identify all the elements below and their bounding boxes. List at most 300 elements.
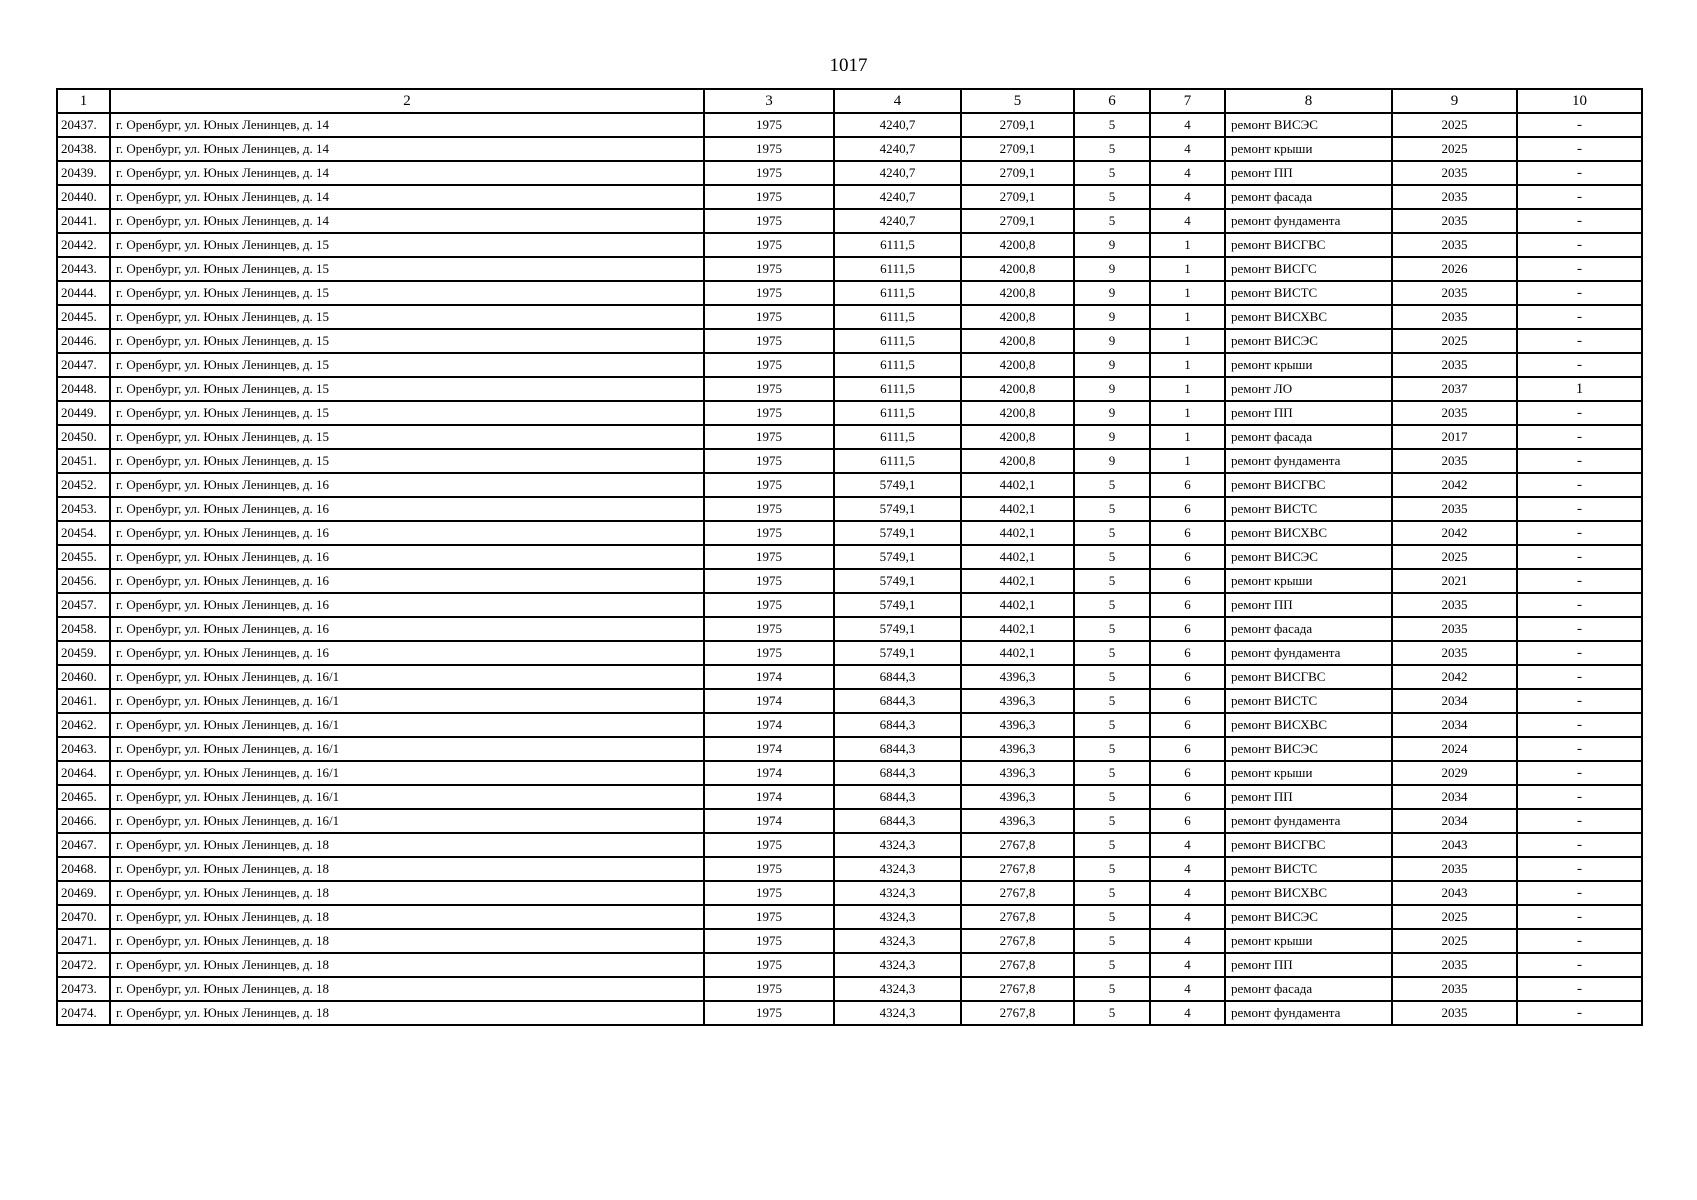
floors-cell: 5 <box>1074 857 1150 881</box>
entrances-cell: 4 <box>1150 833 1225 857</box>
living-area-cell: 2767,8 <box>961 881 1074 905</box>
floors-cell: 5 <box>1074 785 1150 809</box>
column-10-value-cell: - <box>1517 905 1642 929</box>
work-type-cell: ремонт ВИСЭС <box>1225 329 1392 353</box>
column-10-value-cell: - <box>1517 257 1642 281</box>
total-area-cell: 6111,5 <box>834 281 961 305</box>
year-built-cell: 1975 <box>704 833 834 857</box>
living-area-cell: 2709,1 <box>961 161 1074 185</box>
entrances-cell: 6 <box>1150 665 1225 689</box>
table-row <box>57 473 1642 497</box>
entrances-cell: 4 <box>1150 113 1225 137</box>
address-cell: г. Оренбург, ул. Юных Ленинцев, д. 18 <box>110 905 704 929</box>
address-cell: г. Оренбург, ул. Юных Ленинцев, д. 15 <box>110 353 704 377</box>
living-area-cell: 4200,8 <box>961 233 1074 257</box>
address-cell: г. Оренбург, ул. Юных Ленинцев, д. 14 <box>110 137 704 161</box>
living-area-cell: 4402,1 <box>961 617 1074 641</box>
table-row <box>57 401 1642 425</box>
year-built-cell: 1975 <box>704 473 834 497</box>
column-10-value-cell: - <box>1517 665 1642 689</box>
work-type-cell: ремонт ВИСГВС <box>1225 833 1392 857</box>
work-type-cell: ремонт ВИСТС <box>1225 689 1392 713</box>
living-area-cell: 4200,8 <box>961 449 1074 473</box>
total-area-cell: 6111,5 <box>834 353 961 377</box>
floors-cell: 5 <box>1074 929 1150 953</box>
row-number-cell: 20450. <box>57 425 110 449</box>
floors-cell: 9 <box>1074 329 1150 353</box>
work-type-cell: ремонт ПП <box>1225 401 1392 425</box>
row-number-cell: 20439. <box>57 161 110 185</box>
column-header-9: 9 <box>1392 89 1517 113</box>
column-10-value-cell: - <box>1517 977 1642 1001</box>
living-area-cell: 4402,1 <box>961 497 1074 521</box>
floors-cell: 5 <box>1074 473 1150 497</box>
table-row <box>57 977 1642 1001</box>
address-cell: г. Оренбург, ул. Юных Ленинцев, д. 16/1 <box>110 713 704 737</box>
table-row <box>57 785 1642 809</box>
row-number-cell: 20463. <box>57 737 110 761</box>
year-built-cell: 1975 <box>704 377 834 401</box>
column-10-value-cell: - <box>1517 233 1642 257</box>
total-area-cell: 4324,3 <box>834 977 961 1001</box>
work-type-cell: ремонт крыши <box>1225 353 1392 377</box>
work-type-cell: ремонт фасада <box>1225 617 1392 641</box>
work-type-cell: ремонт ПП <box>1225 953 1392 977</box>
total-area-cell: 6844,3 <box>834 689 961 713</box>
work-type-cell: ремонт ВИСХВС <box>1225 305 1392 329</box>
column-10-value-cell: - <box>1517 401 1642 425</box>
year-built-cell: 1975 <box>704 113 834 137</box>
row-number-cell: 20438. <box>57 137 110 161</box>
planned-year-cell: 2043 <box>1392 833 1517 857</box>
total-area-cell: 6111,5 <box>834 305 961 329</box>
work-type-cell: ремонт фундамента <box>1225 1001 1392 1025</box>
floors-cell: 5 <box>1074 761 1150 785</box>
table-row <box>57 617 1642 641</box>
address-cell: г. Оренбург, ул. Юных Ленинцев, д. 16/1 <box>110 785 704 809</box>
total-area-cell: 5749,1 <box>834 545 961 569</box>
table-row <box>57 449 1642 473</box>
table-row <box>57 545 1642 569</box>
column-10-value-cell: - <box>1517 449 1642 473</box>
total-area-cell: 6844,3 <box>834 785 961 809</box>
living-area-cell: 4402,1 <box>961 593 1074 617</box>
work-type-cell: ремонт ПП <box>1225 161 1392 185</box>
column-header-3: 3 <box>704 89 834 113</box>
address-cell: г. Оренбург, ул. Юных Ленинцев, д. 14 <box>110 161 704 185</box>
year-built-cell: 1975 <box>704 329 834 353</box>
row-number-cell: 20458. <box>57 617 110 641</box>
entrances-cell: 4 <box>1150 977 1225 1001</box>
total-area-cell: 4240,7 <box>834 161 961 185</box>
entrances-cell: 1 <box>1150 425 1225 449</box>
work-type-cell: ремонт крыши <box>1225 761 1392 785</box>
table-row <box>57 905 1642 929</box>
planned-year-cell: 2025 <box>1392 905 1517 929</box>
total-area-cell: 5749,1 <box>834 497 961 521</box>
planned-year-cell: 2017 <box>1392 425 1517 449</box>
entrances-cell: 1 <box>1150 305 1225 329</box>
column-10-value-cell: - <box>1517 761 1642 785</box>
year-built-cell: 1975 <box>704 449 834 473</box>
work-type-cell: ремонт фундамента <box>1225 809 1392 833</box>
address-cell: г. Оренбург, ул. Юных Ленинцев, д. 16/1 <box>110 809 704 833</box>
table-row <box>57 521 1642 545</box>
total-area-cell: 5749,1 <box>834 617 961 641</box>
address-cell: г. Оренбург, ул. Юных Ленинцев, д. 16 <box>110 593 704 617</box>
living-area-cell: 4402,1 <box>961 545 1074 569</box>
repair-schedule-table <box>56 88 1643 1026</box>
work-type-cell: ремонт ВИСГВС <box>1225 233 1392 257</box>
table-row <box>57 809 1642 833</box>
planned-year-cell: 2035 <box>1392 953 1517 977</box>
address-cell: г. Оренбург, ул. Юных Ленинцев, д. 16 <box>110 545 704 569</box>
column-10-value-cell: - <box>1517 473 1642 497</box>
entrances-cell: 4 <box>1150 137 1225 161</box>
column-10-value-cell: - <box>1517 689 1642 713</box>
living-area-cell: 4402,1 <box>961 641 1074 665</box>
column-10-value-cell: - <box>1517 929 1642 953</box>
total-area-cell: 4324,3 <box>834 905 961 929</box>
column-10-value-cell: - <box>1517 281 1642 305</box>
floors-cell: 9 <box>1074 377 1150 401</box>
floors-cell: 5 <box>1074 1001 1150 1025</box>
floors-cell: 5 <box>1074 953 1150 977</box>
table-row <box>57 377 1642 401</box>
total-area-cell: 4324,3 <box>834 881 961 905</box>
year-built-cell: 1975 <box>704 569 834 593</box>
year-built-cell: 1975 <box>704 593 834 617</box>
work-type-cell: ремонт крыши <box>1225 929 1392 953</box>
address-cell: г. Оренбург, ул. Юных Ленинцев, д. 15 <box>110 233 704 257</box>
address-cell: г. Оренбург, ул. Юных Ленинцев, д. 15 <box>110 401 704 425</box>
entrances-cell: 4 <box>1150 185 1225 209</box>
column-10-value-cell: - <box>1517 617 1642 641</box>
planned-year-cell: 2035 <box>1392 497 1517 521</box>
total-area-cell: 6111,5 <box>834 257 961 281</box>
year-built-cell: 1975 <box>704 233 834 257</box>
column-header-1: 1 <box>57 89 110 113</box>
address-cell: г. Оренбург, ул. Юных Ленинцев, д. 15 <box>110 425 704 449</box>
living-area-cell: 2767,8 <box>961 953 1074 977</box>
total-area-cell: 6844,3 <box>834 737 961 761</box>
address-cell: г. Оренбург, ул. Юных Ленинцев, д. 18 <box>110 857 704 881</box>
row-number-cell: 20448. <box>57 377 110 401</box>
floors-cell: 5 <box>1074 737 1150 761</box>
work-type-cell: ремонт ВИСХВС <box>1225 521 1392 545</box>
living-area-cell: 2767,8 <box>961 833 1074 857</box>
column-header-5: 5 <box>961 89 1074 113</box>
column-10-value-cell: - <box>1517 185 1642 209</box>
living-area-cell: 4200,8 <box>961 353 1074 377</box>
column-header-10: 10 <box>1517 89 1642 113</box>
table-row <box>57 329 1642 353</box>
column-10-value-cell: - <box>1517 305 1642 329</box>
living-area-cell: 4402,1 <box>961 473 1074 497</box>
planned-year-cell: 2035 <box>1392 593 1517 617</box>
header-row <box>57 89 1642 113</box>
planned-year-cell: 2024 <box>1392 737 1517 761</box>
year-built-cell: 1975 <box>704 905 834 929</box>
row-number-cell: 20445. <box>57 305 110 329</box>
table-row <box>57 185 1642 209</box>
work-type-cell: ремонт фундамента <box>1225 209 1392 233</box>
planned-year-cell: 2029 <box>1392 761 1517 785</box>
planned-year-cell: 2042 <box>1392 521 1517 545</box>
address-cell: г. Оренбург, ул. Юных Ленинцев, д. 15 <box>110 377 704 401</box>
living-area-cell: 4396,3 <box>961 689 1074 713</box>
work-type-cell: ремонт ВИСЭС <box>1225 113 1392 137</box>
address-cell: г. Оренбург, ул. Юных Ленинцев, д. 16 <box>110 521 704 545</box>
total-area-cell: 6111,5 <box>834 329 961 353</box>
table-row <box>57 209 1642 233</box>
year-built-cell: 1975 <box>704 857 834 881</box>
column-10-value-cell: - <box>1517 569 1642 593</box>
planned-year-cell: 2035 <box>1392 1001 1517 1025</box>
work-type-cell: ремонт фасада <box>1225 185 1392 209</box>
entrances-cell: 6 <box>1150 809 1225 833</box>
row-number-cell: 20461. <box>57 689 110 713</box>
row-number-cell: 20451. <box>57 449 110 473</box>
floors-cell: 5 <box>1074 665 1150 689</box>
living-area-cell: 2709,1 <box>961 137 1074 161</box>
floors-cell: 5 <box>1074 137 1150 161</box>
table-row <box>57 137 1642 161</box>
table-row <box>57 497 1642 521</box>
total-area-cell: 4324,3 <box>834 953 961 977</box>
row-number-cell: 20462. <box>57 713 110 737</box>
column-10-value-cell: - <box>1517 953 1642 977</box>
table-row <box>57 953 1642 977</box>
work-type-cell: ремонт фасада <box>1225 425 1392 449</box>
living-area-cell: 2709,1 <box>961 113 1074 137</box>
entrances-cell: 6 <box>1150 569 1225 593</box>
column-10-value-cell: - <box>1517 713 1642 737</box>
entrances-cell: 6 <box>1150 473 1225 497</box>
row-number-cell: 20443. <box>57 257 110 281</box>
year-built-cell: 1975 <box>704 977 834 1001</box>
total-area-cell: 5749,1 <box>834 593 961 617</box>
planned-year-cell: 2035 <box>1392 185 1517 209</box>
work-type-cell: ремонт ВИСЭС <box>1225 737 1392 761</box>
planned-year-cell: 2025 <box>1392 545 1517 569</box>
work-type-cell: ремонт ПП <box>1225 785 1392 809</box>
work-type-cell: ремонт фасада <box>1225 977 1392 1001</box>
column-10-value-cell: - <box>1517 113 1642 137</box>
year-built-cell: 1975 <box>704 209 834 233</box>
year-built-cell: 1974 <box>704 689 834 713</box>
column-10-value-cell: - <box>1517 521 1642 545</box>
address-cell: г. Оренбург, ул. Юных Ленинцев, д. 16/1 <box>110 665 704 689</box>
total-area-cell: 4240,7 <box>834 185 961 209</box>
row-number-cell: 20469. <box>57 881 110 905</box>
page-number: 1017 <box>829 55 868 76</box>
total-area-cell: 4324,3 <box>834 857 961 881</box>
work-type-cell: ремонт крыши <box>1225 569 1392 593</box>
row-number-cell: 20441. <box>57 209 110 233</box>
work-type-cell: ремонт ВИСЭС <box>1225 545 1392 569</box>
entrances-cell: 6 <box>1150 785 1225 809</box>
year-built-cell: 1975 <box>704 641 834 665</box>
total-area-cell: 6844,3 <box>834 713 961 737</box>
planned-year-cell: 2034 <box>1392 785 1517 809</box>
total-area-cell: 5749,1 <box>834 641 961 665</box>
address-cell: г. Оренбург, ул. Юных Ленинцев, д. 16 <box>110 497 704 521</box>
living-area-cell: 2709,1 <box>961 185 1074 209</box>
row-number-cell: 20473. <box>57 977 110 1001</box>
table-body <box>57 113 1642 1025</box>
table-row <box>57 689 1642 713</box>
table-row <box>57 425 1642 449</box>
year-built-cell: 1975 <box>704 257 834 281</box>
total-area-cell: 4240,7 <box>834 209 961 233</box>
planned-year-cell: 2035 <box>1392 641 1517 665</box>
year-built-cell: 1975 <box>704 305 834 329</box>
floors-cell: 5 <box>1074 881 1150 905</box>
living-area-cell: 4200,8 <box>961 329 1074 353</box>
living-area-cell: 4402,1 <box>961 521 1074 545</box>
floors-cell: 5 <box>1074 977 1150 1001</box>
address-cell: г. Оренбург, ул. Юных Ленинцев, д. 18 <box>110 929 704 953</box>
row-number-cell: 20465. <box>57 785 110 809</box>
entrances-cell: 1 <box>1150 281 1225 305</box>
table-row <box>57 761 1642 785</box>
planned-year-cell: 2035 <box>1392 977 1517 1001</box>
floors-cell: 5 <box>1074 905 1150 929</box>
planned-year-cell: 2025 <box>1392 929 1517 953</box>
planned-year-cell: 2035 <box>1392 449 1517 473</box>
planned-year-cell: 2035 <box>1392 617 1517 641</box>
column-10-value-cell: - <box>1517 209 1642 233</box>
entrances-cell: 1 <box>1150 449 1225 473</box>
living-area-cell: 2709,1 <box>961 209 1074 233</box>
total-area-cell: 6111,5 <box>834 233 961 257</box>
floors-cell: 9 <box>1074 449 1150 473</box>
entrances-cell: 1 <box>1150 401 1225 425</box>
planned-year-cell: 2034 <box>1392 809 1517 833</box>
column-10-value-cell: - <box>1517 809 1642 833</box>
column-10-value-cell: - <box>1517 1001 1642 1025</box>
year-built-cell: 1975 <box>704 953 834 977</box>
column-10-value-cell: 1 <box>1517 377 1642 401</box>
floors-cell: 9 <box>1074 305 1150 329</box>
living-area-cell: 4200,8 <box>961 281 1074 305</box>
column-header-8: 8 <box>1225 89 1392 113</box>
address-cell: г. Оренбург, ул. Юных Ленинцев, д. 18 <box>110 881 704 905</box>
address-cell: г. Оренбург, ул. Юных Ленинцев, д. 18 <box>110 953 704 977</box>
year-built-cell: 1974 <box>704 761 834 785</box>
row-number-cell: 20455. <box>57 545 110 569</box>
year-built-cell: 1974 <box>704 737 834 761</box>
row-number-cell: 20464. <box>57 761 110 785</box>
address-cell: г. Оренбург, ул. Юных Ленинцев, д. 18 <box>110 1001 704 1025</box>
year-built-cell: 1975 <box>704 545 834 569</box>
floors-cell: 5 <box>1074 641 1150 665</box>
floors-cell: 5 <box>1074 497 1150 521</box>
row-number-cell: 20456. <box>57 569 110 593</box>
year-built-cell: 1974 <box>704 785 834 809</box>
planned-year-cell: 2035 <box>1392 209 1517 233</box>
year-built-cell: 1974 <box>704 665 834 689</box>
table-row <box>57 305 1642 329</box>
floors-cell: 5 <box>1074 593 1150 617</box>
year-built-cell: 1975 <box>704 185 834 209</box>
row-number-cell: 20449. <box>57 401 110 425</box>
entrances-cell: 4 <box>1150 905 1225 929</box>
table-row <box>57 881 1642 905</box>
entrances-cell: 1 <box>1150 353 1225 377</box>
floors-cell: 5 <box>1074 809 1150 833</box>
planned-year-cell: 2035 <box>1392 281 1517 305</box>
living-area-cell: 4396,3 <box>961 761 1074 785</box>
table-row <box>57 593 1642 617</box>
total-area-cell: 4240,7 <box>834 137 961 161</box>
address-cell: г. Оренбург, ул. Юных Ленинцев, д. 14 <box>110 185 704 209</box>
address-cell: г. Оренбург, ул. Юных Ленинцев, д. 14 <box>110 209 704 233</box>
living-area-cell: 4396,3 <box>961 737 1074 761</box>
floors-cell: 9 <box>1074 425 1150 449</box>
entrances-cell: 6 <box>1150 545 1225 569</box>
planned-year-cell: 2042 <box>1392 665 1517 689</box>
year-built-cell: 1975 <box>704 401 834 425</box>
planned-year-cell: 2037 <box>1392 377 1517 401</box>
planned-year-cell: 2042 <box>1392 473 1517 497</box>
row-number-cell: 20474. <box>57 1001 110 1025</box>
work-type-cell: ремонт ВИСХВС <box>1225 881 1392 905</box>
total-area-cell: 4324,3 <box>834 833 961 857</box>
address-cell: г. Оренбург, ул. Юных Ленинцев, д. 18 <box>110 977 704 1001</box>
column-10-value-cell: - <box>1517 497 1642 521</box>
total-area-cell: 6111,5 <box>834 449 961 473</box>
living-area-cell: 4200,8 <box>961 257 1074 281</box>
address-cell: г. Оренбург, ул. Юных Ленинцев, д. 18 <box>110 833 704 857</box>
year-built-cell: 1974 <box>704 713 834 737</box>
floors-cell: 9 <box>1074 281 1150 305</box>
column-header-7: 7 <box>1150 89 1225 113</box>
year-built-cell: 1975 <box>704 881 834 905</box>
column-10-value-cell: - <box>1517 425 1642 449</box>
year-built-cell: 1975 <box>704 425 834 449</box>
column-10-value-cell: - <box>1517 353 1642 377</box>
planned-year-cell: 2034 <box>1392 713 1517 737</box>
work-type-cell: ремонт ВИСГВС <box>1225 665 1392 689</box>
address-cell: г. Оренбург, ул. Юных Ленинцев, д. 16/1 <box>110 689 704 713</box>
address-cell: г. Оренбург, ул. Юных Ленинцев, д. 15 <box>110 449 704 473</box>
table-row <box>57 737 1642 761</box>
table-row <box>57 257 1642 281</box>
table-row <box>57 233 1642 257</box>
address-cell: г. Оренбург, ул. Юных Ленинцев, д. 16 <box>110 641 704 665</box>
floors-cell: 5 <box>1074 689 1150 713</box>
table-row <box>57 665 1642 689</box>
floors-cell: 5 <box>1074 521 1150 545</box>
work-type-cell: ремонт крыши <box>1225 137 1392 161</box>
floors-cell: 9 <box>1074 353 1150 377</box>
living-area-cell: 4396,3 <box>961 785 1074 809</box>
year-built-cell: 1975 <box>704 929 834 953</box>
floors-cell: 9 <box>1074 401 1150 425</box>
living-area-cell: 2767,8 <box>961 1001 1074 1025</box>
total-area-cell: 4324,3 <box>834 929 961 953</box>
work-type-cell: ремонт ВИСТС <box>1225 857 1392 881</box>
planned-year-cell: 2021 <box>1392 569 1517 593</box>
table-row <box>57 161 1642 185</box>
table-row <box>57 713 1642 737</box>
total-area-cell: 6111,5 <box>834 425 961 449</box>
planned-year-cell: 2025 <box>1392 137 1517 161</box>
address-cell: г. Оренбург, ул. Юных Ленинцев, д. 15 <box>110 329 704 353</box>
row-number-cell: 20453. <box>57 497 110 521</box>
